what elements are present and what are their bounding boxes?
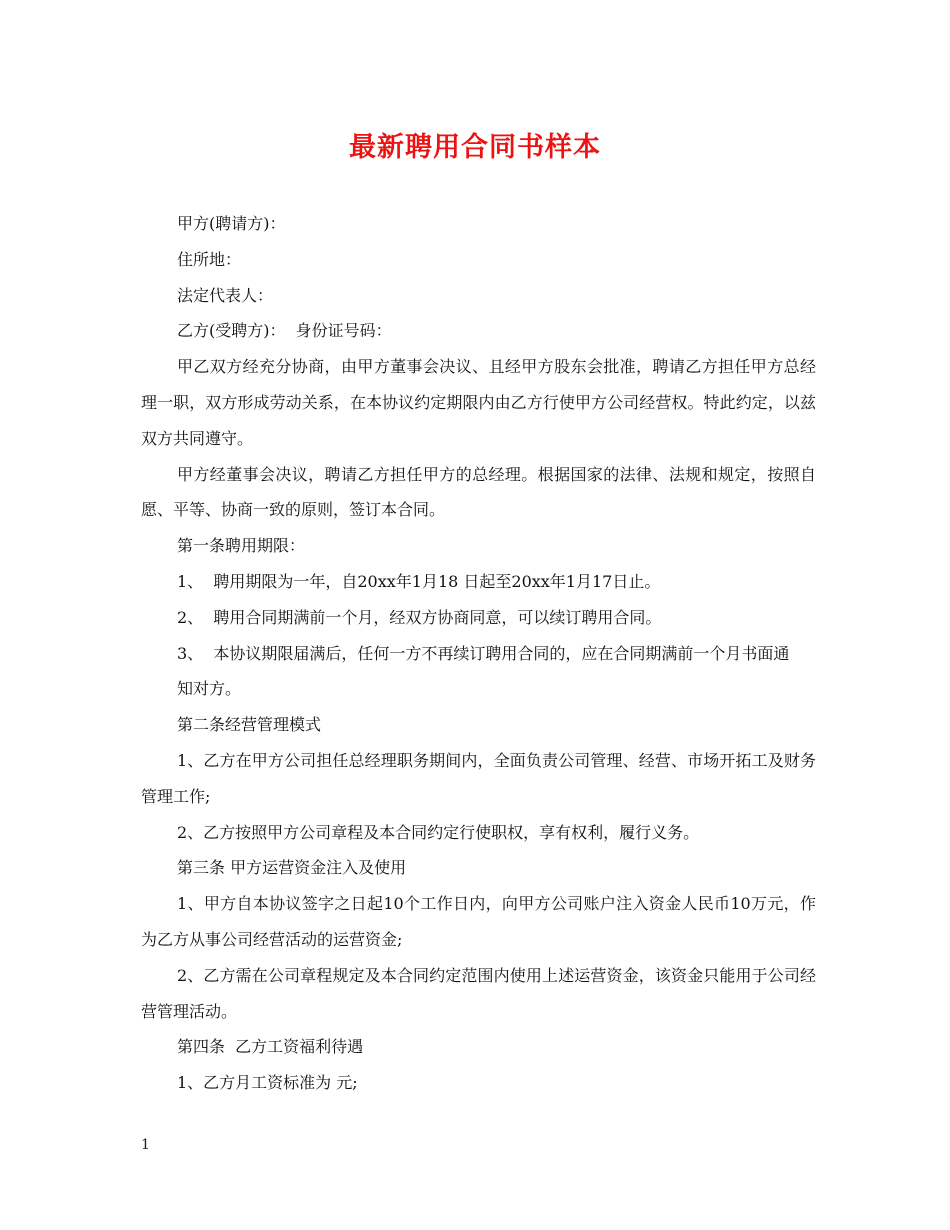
article-2-item-1: 1、乙方在甲方公司担任总经理职务期间内，全面负责公司管理、经营、市场开拓工及财务管理工作; bbox=[141, 750, 816, 806]
paragraph-address: 住所地： bbox=[177, 249, 242, 269]
paragraph-party-b: 乙方(受聘方)： 身份证号码： bbox=[177, 321, 392, 341]
article-1-item-3-continued: 知对方。 bbox=[177, 679, 242, 699]
article-3-item-2: 2、乙方需在公司章程规定及本合同约定范围内使用上述运营资金，该资金只能用于公司经营管理活动。 bbox=[141, 965, 816, 1021]
page-title: 最新聘用合同书样本 bbox=[349, 132, 601, 163]
article-3-heading: 第三条 甲方运营资金注入及使用 bbox=[177, 858, 407, 878]
article-1-heading: 第一条聘用期限： bbox=[177, 536, 306, 556]
paragraph-party-a: 甲方(聘请方)： bbox=[177, 214, 286, 233]
article-2-heading: 第二条经营管理模式 bbox=[177, 715, 322, 735]
paragraph-legal-rep: 法定代表人： bbox=[177, 285, 274, 305]
paragraph-board-resolution: 甲方经董事会决议，聘请乙方担任甲方的总经理。根据国家的法律、法规和规定，按照自愿、平等、协商一致的原则，签订本合同。 bbox=[141, 464, 816, 520]
page-number: 1 bbox=[141, 1137, 150, 1153]
article-1-item-3: 3、 本协议期限届满后，任何一方不再续订聘用合同的，应在合同期满前一个月书面通 bbox=[177, 643, 790, 663]
paragraph-preamble: 甲乙双方经充分协商，由甲方董事会决议、且经甲方股东会批准，聘请乙方担任甲方总经理一职，双方形成劳动关系，在本协议约定期限内由乙方行使甲方公司经营权。特此约定，以兹双方共同遵守。 bbox=[141, 357, 816, 448]
article-2-item-2: 2、乙方按照甲方公司章程及本合同约定行使职权，享有权利，履行义务。 bbox=[177, 822, 700, 842]
article-4-heading: 第四条 乙方工资福利待遇 bbox=[177, 1037, 364, 1057]
article-4-item-1: 1、乙方月工资标准为 元; bbox=[177, 1073, 358, 1093]
article-1-item-2: 2、 聘用合同期满前一个月，经双方协商同意，可以续订聘用合同。 bbox=[177, 607, 662, 627]
article-3-item-1: 1、甲方自本协议签字之日起10个工作日内，向甲方公司账户注入资金人民币10万元，作为乙方从事公司经营活动的运营资金; bbox=[141, 894, 816, 949]
article-1-item-1: 1、 聘用期限为一年，自20xx年1月18 日起至20xx年1月17日止。 bbox=[177, 571, 661, 591]
document-body bbox=[141, 206, 816, 1101]
